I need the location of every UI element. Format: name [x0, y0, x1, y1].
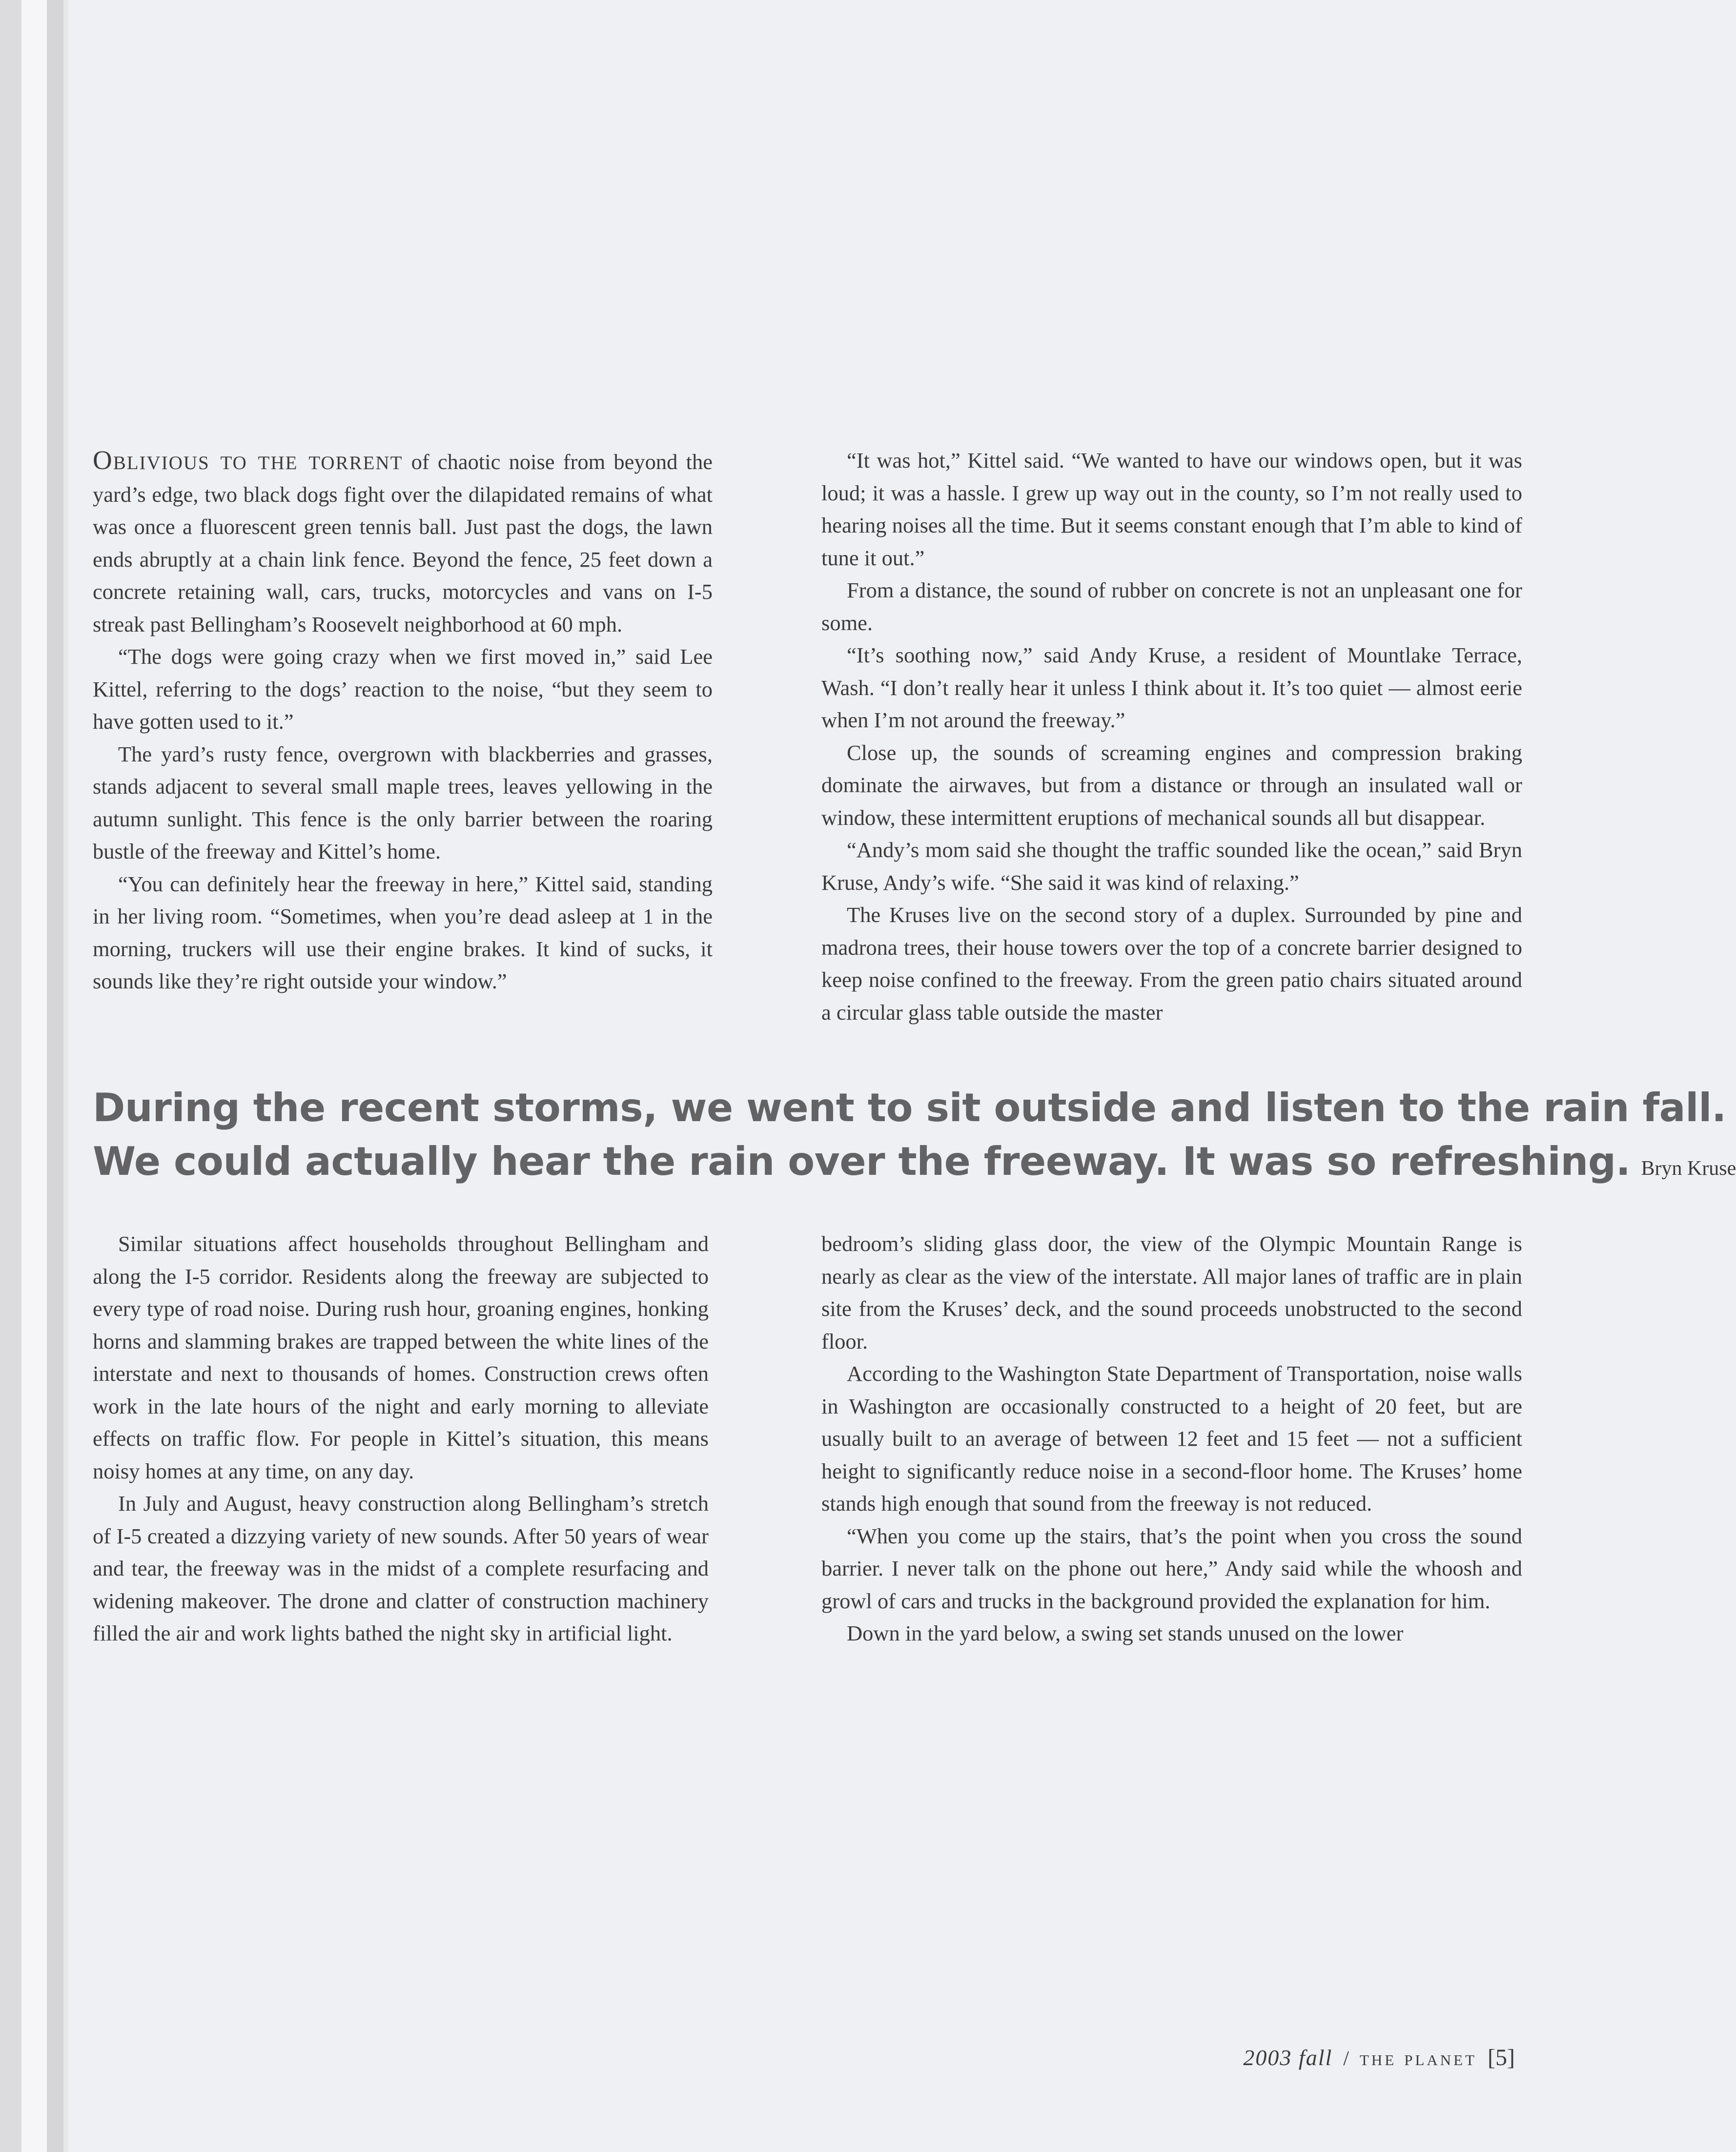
- article-paragraph: [93, 444, 713, 640]
- article-paragraph: From a distance, the sound of rubber on concrete is not an unpleasant one for some.: [821, 578, 1522, 635]
- article-paragraph: The Kruses live on the second story of a duplex. Surrounded by pine and madrona trees, their house towers over the top of a concrete barrier designed to keep noise confined to the freeway. From the green patio chairs situated around a circular glass table outside the master: [821, 902, 1522, 1025]
- article-column-right-bottom: [821, 1228, 1522, 1650]
- article-paragraph: “The dogs were going crazy when we first moved in,” said Lee Kittel, referring to the dogs’ reaction to the noise, “but they seem to have gotten used to it.”: [93, 644, 713, 734]
- page-gutter-shadow: [0, 0, 21, 2152]
- page-gutter-highlight: [21, 0, 47, 2152]
- pull-quote-attribution: Bryn Kruse: [1641, 1157, 1736, 1180]
- page-gutter-band: [47, 0, 63, 2152]
- article-paragraph: Down in the yard below, a swing set stands unused on the lower: [847, 1621, 1404, 1645]
- article-paragraph: In July and August, heavy construction along Bellingham’s stretch of I-5 created a dizzying variety of new sounds. After 50 years of wear and tear, the freeway was in the midst of a complete resurfacing and widening makeover. The drone and clatter of construction machinery filled the air and work lights bathed the night sky in artificial light.: [93, 1491, 709, 1645]
- lead-paragraph-text: of chaotic noise from beyond the yard’s edge, two black dogs fight over the dilapidated remains of what was once a fluorescent green tennis ball. Just past the dogs, the lawn ends abruptly at a chain link fence. Beyond the fence, 25 feet down a concrete retaining wall, cars, trucks, motorcycles and vans on I-5 streak past Bellingham’s Roosevelt neighborhood at 60 mph.: [93, 450, 713, 636]
- pull-quote: [93, 1081, 1736, 1195]
- article-paragraph: “When you come up the stairs, that’s the point when you cross the sound barrier. I never talk on the phone out here,” Andy said while the whoosh and growl of cars and trucks in the background provided the explanation for him.: [821, 1523, 1522, 1613]
- page-footer: [1243, 2044, 1515, 2071]
- article-paragraph: “It was hot,” Kittel said. “We wanted to have our windows open, but it was loud; it was a hassle. I grew up way out in the county, so I’m not really used to hearing noises all the time. But it seems constant enough that I’m able to kind of tune it out.”: [821, 448, 1522, 570]
- footer-separator: /: [1343, 2048, 1349, 2070]
- article-paragraph: “You can definitely hear the freeway in here,” Kittel said, standing in her living room. “Sometimes, when you’re dead asleep at 1 in the morning, truckers will use their engine brakes. It kind of sucks, it sounds like they’re right outside your window.”: [93, 871, 713, 993]
- article-column-right-top: [821, 444, 1522, 1028]
- article-paragraph: “Andy’s mom said she thought the traffic sounded like the ocean,” said Bryn Kruse, Andy’s wife. “She said it was kind of relaxing.”: [821, 838, 1522, 895]
- issue-label: 2003 fall: [1243, 2045, 1333, 2070]
- article-paragraph: Close up, the sounds of screaming engines and compression braking dominate the airwaves, but from a distance or through an insulated wall or window, these intermittent eruptions of mechanical sounds all but disappear.: [821, 740, 1522, 830]
- pull-quote-line-2-wrapper: [93, 1135, 1736, 1195]
- article-column-left-bottom: [93, 1228, 709, 1650]
- article-paragraph: According to the Washington State Department of Transportation, noise walls in Washington are occasionally constructed to a height of 20 feet, but are usually built to an average of between 12 feet and 15 feet — not a sufficient height to significantly reduce noise in a second-floor home. The Kruses’ home stands high enough that sound from the freeway is not reduced.: [821, 1361, 1522, 1516]
- article-paragraph: The yard’s rusty fence, overgrown with blackberries and grasses, stands adjacent to several small maple trees, leaves yellowing in the autumn sunlight. This fence is the only barrier between the roaring bustle of the freeway and Kittel’s home.: [93, 741, 713, 863]
- page-gutter-edge: [63, 0, 68, 2152]
- article-paragraph: Similar situations affect households throughout Bellingham and along the I-5 corridor. Residents along the freeway are subjected to every type of road noise. During rush hour, groaning engines, honking horns and slamming brakes are trapped between the white lines of the interstate and next to thousands of homes. Construction crews often work in the late hours of the night and early morning to alleviate effects on traffic flow. For people in Kittel’s situation, this means noisy homes at any time, on any day.: [93, 1231, 709, 1483]
- page-number: [5]: [1488, 2045, 1515, 2070]
- pull-quote-line-1: During the recent storms, we went to sit outside and listen to the rain fall.: [93, 1085, 1726, 1130]
- pull-quote-line-2: We could actually hear the rain over the freeway. It was so refreshing.: [93, 1139, 1631, 1184]
- article-column-left-top: [93, 444, 713, 998]
- magazine-name: the planet: [1359, 2046, 1477, 2070]
- article-paragraph: bedroom’s sliding glass door, the view of the Olympic Mountain Range is nearly as clear as the view of the interstate. All major lanes of traffic are in plain site from the Kruses’ deck, and the sound proceeds unobstructed to the second floor.: [821, 1231, 1522, 1353]
- article-paragraph: “It’s soothing now,” said Andy Kruse, a resident of Mountlake Terrace, Wash. “I don’t really hear it unless I think about it. It’s too quiet — almost eerie when I’m not around the freeway.”: [821, 643, 1522, 732]
- lead-in-small-caps: Oblivious to the torrent: [93, 445, 403, 475]
